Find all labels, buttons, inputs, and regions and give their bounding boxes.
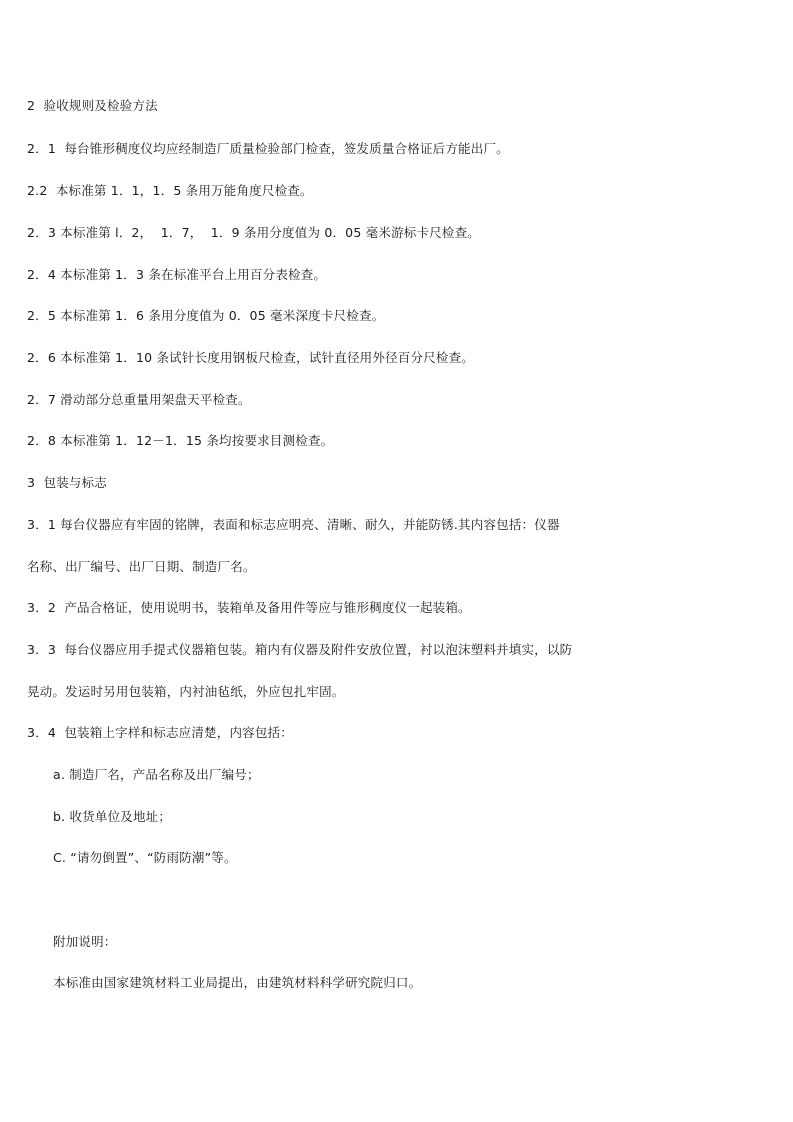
- clause-2-8: 2．8 本标准第 1．12－1．15 条均按要求目测检查。: [27, 433, 334, 448]
- clause-3-3: 3．3 每台仪器应用手提式仪器箱包装。箱内有仪器及附件安放位置，衬以泡沫塑料并填实，以防: [27, 642, 573, 657]
- clause-2-4: 2．4 本标准第 1．3 条在标准平台上用百分表检查。: [27, 267, 327, 282]
- clause-2-5: 2．5 本标准第 1．6 条用分度值为 0．05 毫米深度卡尺检查。: [27, 308, 385, 323]
- clause-2-7: 2．7 滑动部分总重量用架盘天平检查。: [27, 392, 251, 407]
- list-item-b: b. 收货单位及地址；: [53, 809, 172, 824]
- clause-2-2: 2.2 本标准第 1．1，1．5 条用万能角度尺检查。: [27, 183, 313, 198]
- list-item-a: a. 制造厂名，产品名称及出厂编号；: [53, 767, 260, 782]
- appendix-text: 本标准由国家建筑材料工业局提出，由建筑材料科学研究院归口。: [53, 975, 422, 990]
- clause-2-3: 2．3 本标准第 l．2， 1．7， 1．9 条用分度值为 0．05 毫米游标卡尺检查。: [27, 225, 480, 240]
- clause-2-6: 2．6 本标准第 1．10 条试针长度用钢板尺检查，试针直径用外径百分尺检查。: [27, 350, 474, 365]
- section-heading-acceptance: 2 验收规则及检验方法: [27, 98, 158, 113]
- clause-3-1-continued: 名称、出厂编号、出厂日期、制造厂名。: [27, 559, 256, 574]
- clause-3-3-continued: 晃动。发运时另用包装箱，内衬油毡纸，外应包扎牢固。: [27, 684, 345, 699]
- clause-3-2: 3．2 产品合格证，使用说明书，装箱单及备用件等应与锥形稠度仪一起装箱。: [27, 600, 471, 615]
- appendix-heading: 附加说明：: [53, 934, 117, 949]
- section-heading-packaging: 3 包装与标志: [27, 475, 107, 490]
- list-item-c: C. “请勿倒置”、“防雨防潮”等。: [53, 850, 237, 865]
- clause-3-1: 3．1 每台仪器应有牢固的铭牌，表面和标志应明亮、清晰、耐久，并能防锈.其内容包括：仪器: [27, 517, 560, 532]
- clause-2-1: 2．1 每台锥形稠度仪均应经制造厂质量检验部门检查，签发质量合格证后方能出厂。: [27, 141, 509, 156]
- clause-3-4: 3．4 包装箱上字样和标志应清楚，内容包括：: [27, 725, 293, 740]
